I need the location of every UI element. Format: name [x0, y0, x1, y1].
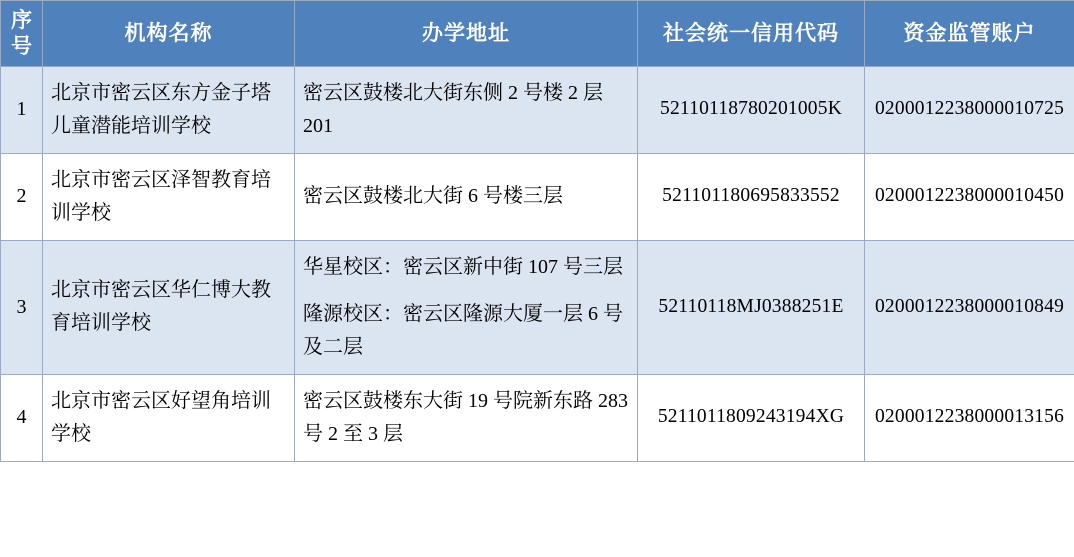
table-row — [1, 240, 1074, 374]
header-address: 办学地址 — [295, 1, 638, 67]
cell-name: 北京市密云区华仁博大教育培训学校 — [43, 240, 295, 374]
cell-index: 4 — [1, 374, 43, 461]
cell-credit-code: 521101180695833552 — [638, 153, 865, 240]
cell-supervision-account: 0200012238000010450 — [865, 153, 1074, 240]
cell-address — [295, 66, 638, 153]
cell-name: 北京市密云区好望角培训学校 — [43, 374, 295, 461]
cell-name: 北京市密云区东方金子塔儿童潜能培训学校 — [43, 66, 295, 153]
header-credit-code: 社会统一信用代码 — [638, 1, 865, 67]
cell-index: 2 — [1, 153, 43, 240]
cell-supervision-account: 0200012238000010725 — [865, 66, 1074, 153]
cell-credit-code: 52110118780201005K — [638, 66, 865, 153]
address-line: 隆源校区：密云区隆源大厦一层 6 号及二层 — [303, 302, 623, 358]
cell-address — [295, 240, 638, 374]
cell-supervision-account: 0200012238000010849 — [865, 240, 1074, 374]
table-row — [1, 374, 1074, 461]
address-line: 密云区鼓楼北大街 6 号楼三层 — [303, 185, 563, 207]
cell-index: 3 — [1, 240, 43, 374]
cell-address — [295, 153, 638, 240]
table-row — [1, 153, 1074, 240]
table-header — [1, 1, 1074, 67]
table-header-row — [1, 1, 1074, 67]
address-line: 华星校区：密云区新中街 107 号三层 — [303, 255, 623, 278]
table-row — [1, 66, 1074, 153]
cell-credit-code: 5211011809243194XG — [638, 374, 865, 461]
address-line: 密云区鼓楼北大街东侧 2 号楼 2 层 201 — [303, 81, 603, 137]
cell-address — [295, 374, 638, 461]
header-supervision-account: 资金监管账户 — [865, 1, 1074, 67]
cell-name: 北京市密云区泽智教育培训学校 — [43, 153, 295, 240]
header-name: 机构名称 — [43, 1, 295, 67]
header-index: 序号 — [1, 1, 43, 67]
address-line: 密云区鼓楼东大街 19 号院新东路 283 号 2 至 3 层 — [303, 389, 628, 445]
table-body — [1, 66, 1074, 461]
cell-credit-code: 52110118MJ0388251E — [638, 240, 865, 374]
cell-supervision-account: 0200012238000013156 — [865, 374, 1074, 461]
cell-index: 1 — [1, 66, 43, 153]
